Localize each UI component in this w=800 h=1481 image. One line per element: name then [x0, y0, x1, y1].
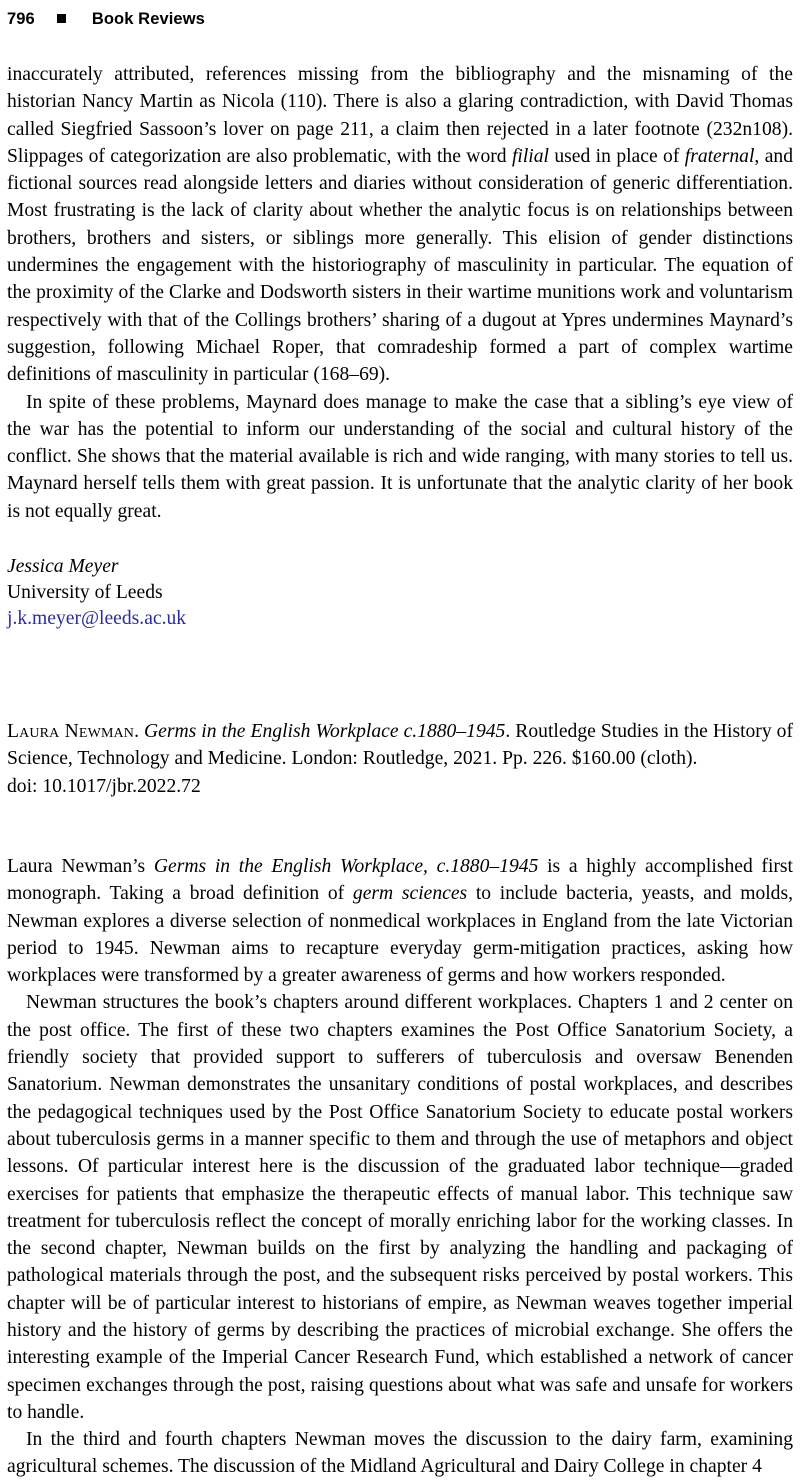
book-title: Germs in the English Workplace c.1880–1945	[144, 721, 506, 743]
review-one-signature	[7, 554, 793, 632]
book-author: Laura Newman	[7, 721, 135, 743]
review-two-header	[7, 718, 793, 800]
text-run: to include bacteria, yeasts, and molds, Newman explores a diverse selection of nonmedical workplaces in England from the late Victorian period to 1945. Newman aims to recapture everyday germ-mitigation practices, asking how workplaces were transformed by a greater awareness of germs and how workers responded.	[7, 883, 794, 987]
text-run: is a highly accomplished first monograph. Taking a broad definition of	[7, 855, 793, 905]
reviewer-affiliation: University of Leeds	[7, 582, 163, 604]
italic-run: fraternal	[684, 145, 755, 167]
black-square-icon	[57, 14, 66, 23]
publication-details: . Routledge Studies in the History of Science, Technology and Medicine. London: Routledge, 2021. Pp. 226. $160.00 (cloth).	[7, 721, 793, 770]
running-head-title: Book Reviews	[91, 9, 205, 28]
paragraph	[7, 1426, 793, 1481]
reviewer-email-link[interactable]: j.k.meyer@leeds.ac.uk	[7, 608, 187, 630]
reviewer-name: Jessica Meyer	[7, 556, 119, 578]
text-run: In spite of these problems, Maynard does manage to make the case that a sibling’s eye view of the war has the potential to inform our understanding of the social and cultural history of the conflict. She shows that the material available is rich and wide ranging, with many stories to tell us. Maynard herself tells them with great passion. It is unfortunate that the analytic clarity of her book is not equally great.	[7, 391, 793, 522]
italic-run: Germs in the English Workplace, c.1880–1945	[153, 855, 539, 877]
text-run: Laura Newman’s	[7, 855, 154, 877]
paragraph	[7, 61, 793, 389]
italic-run: filial	[511, 145, 549, 167]
text-run: , and fictional sources read alongside letters and diaries without consideration of generic differentiation. Most frustrating is the lack of clarity about whether the analytic focus is on relationships between brothers, brothers and sisters, or siblings more generally. This elision of gender distinctions undermines the engagement with the historiography of masculinity in particular. The equation of the proximity of the Clarke and Dodsworth sisters in their wartime munitions work and voluntarism respectively with that of the Collings brothers’ sharing of a dugout at Ypres undermines Maynard’s suggestion, following Michael Roper, that comradeship formed a part of complex wartime definitions of masculinity in particular (168–69).	[7, 145, 793, 386]
italic-run: germ sciences	[352, 883, 468, 905]
doi-line: doi: 10.1017/jbr.2022.72	[7, 775, 201, 797]
text-run: inaccurately attributed, references missing from the bibliography and the misnaming of the historian Nancy Martin as Nicola (110). There is also a glaring contradiction, with David Thomas called Siegfried Sassoon’s lover on page 211, a claim then rejected in a later footnote (232n108). Slippages of categorization are also problematic, with the word	[7, 64, 793, 167]
paragraph	[7, 853, 793, 989]
review-one-body	[7, 61, 793, 525]
running-head	[7, 0, 793, 34]
review-two-body	[7, 853, 793, 1481]
text-run: used in place of	[549, 145, 685, 167]
page-number: 796	[7, 9, 35, 28]
paragraph	[7, 389, 793, 525]
paragraph	[7, 989, 793, 1426]
author-punctuation: .	[134, 721, 144, 743]
text-run: In the third and fourth chapters Newman moves the discussion to the dairy farm, examining agricultural schemes. The discussion of the Midland Agricultural and Dairy College in chapter 4	[7, 1429, 793, 1478]
text-run: Newman structures the book’s chapters around different workplaces. Chapters 1 and 2 center on the post office. The first of these two chapters examines the Post Office Sanatorium Society, a friendly society that provided support to sufferers of tuberculosis and oversaw Benenden Sanatorium. Newman demonstrates the unsanitary conditions of postal workplaces, and describes the pedagogical techniques used by the Post Office Sanatorium Society to educate postal workers about tuberculosis germs in a manner specific to them and through the use of metaphors and object lessons. Of particular interest here is the discussion of the graduated labor technique—graded exercises for patients that emphasize the therapeutic effects of manual labor. This technique saw treatment for tuberculosis reflect the concept of morally enriching labor for the working classes. In the second chapter, Newman builds on the first by analyzing the handling and packaging of pathological materials through the post, and the subsequent risks perceived by postal workers. This chapter will be of particular interest to historians of empire, as Newman weaves together imperial history and the history of germs by describing the practices of microbial exchange. She offers the interesting example of the Imperial Cancer Research Fund, which established a network of cancer specimen exchanges through the post, raising questions about what was safe and unsafe for workers to handle.	[7, 992, 793, 1423]
